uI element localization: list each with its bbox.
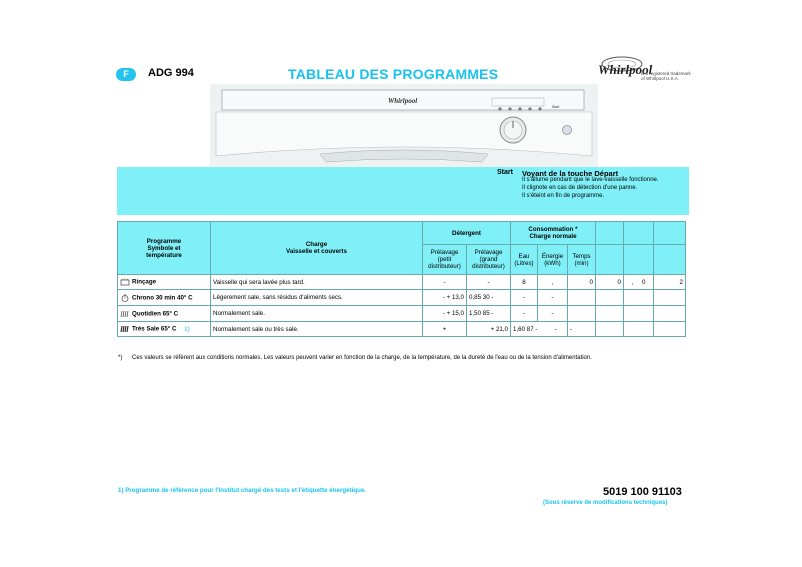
start-key-label: Start xyxy=(497,169,513,176)
reference-note: 1) xyxy=(184,325,190,333)
table-cell xyxy=(596,290,624,306)
language-badge: F xyxy=(116,68,136,81)
table-cell xyxy=(596,306,624,322)
start-button xyxy=(563,126,572,135)
table-cell: 8 xyxy=(511,275,538,290)
table-cell xyxy=(624,322,654,337)
table-cell xyxy=(654,290,686,306)
page-title: TABLEAU DES PROGRAMMES xyxy=(288,66,499,82)
load-description: Normalement sale. xyxy=(211,306,423,322)
chrono-icon xyxy=(120,294,130,302)
table-row xyxy=(118,306,686,322)
header-prewash-large: Prélavage (grand distributeur) xyxy=(467,245,511,275)
model-number: ADG 994 xyxy=(148,67,194,79)
table-cell: 0,85 30 - xyxy=(467,290,511,306)
document-code: 5019 100 91103 xyxy=(603,486,682,498)
footnote-mark: *) xyxy=(118,355,123,361)
start-info-line: Il s'éteint en fin de programme. xyxy=(522,193,605,199)
header-blank xyxy=(596,245,624,275)
table-cell: 1,50 85 - xyxy=(467,306,511,322)
header-detergent: Détergent xyxy=(423,222,511,245)
header-program: Programme Symbole et température xyxy=(118,222,211,275)
table-cell: 1,60 87 - - xyxy=(511,322,568,337)
table-cell: - + 15,0 xyxy=(423,306,467,322)
header-water: Eau (Litres) xyxy=(511,245,538,275)
table-cell: - xyxy=(538,290,568,306)
program-name: Chrono 30 min 40° C xyxy=(132,294,193,302)
program-name: Quotidien 65° C xyxy=(132,310,179,318)
table-cell: + xyxy=(423,322,467,337)
header-time: Temps (min) xyxy=(568,245,596,275)
footnote-text: Ces valeurs se réfèrent aux conditions normales. Les valeurs peuvent varier en fonction de la charge, de la température, de la dureté de l'eau ou de la tension d'alimentation. xyxy=(132,355,592,361)
technical-reserve-note: (Sous réserve de modifications techniques) xyxy=(543,500,668,506)
table-cell: 0 xyxy=(596,275,624,290)
table-cell: 2 xyxy=(654,275,686,290)
daily-icon xyxy=(120,310,130,318)
header-blank xyxy=(624,245,654,275)
table-cell xyxy=(624,290,654,306)
header-energy: Énergie (kWh) xyxy=(538,245,568,275)
table-cell xyxy=(654,322,686,337)
whirlpool-logo xyxy=(596,52,691,88)
header-prewash-small: Prélavage (petit distributeur) xyxy=(423,245,467,275)
table-cell: - xyxy=(423,275,467,290)
program-table xyxy=(117,221,686,337)
brand-name: Whirlpool xyxy=(598,62,653,77)
table-cell xyxy=(568,290,596,306)
table-cell: - xyxy=(511,306,538,322)
reference-program-note: 1) Programme de référence pour l'Institut chargé des tests et l'étiquette énergétique. xyxy=(118,487,367,494)
heavy-icon xyxy=(120,325,130,333)
load-description: Normalement sale ou très sale. xyxy=(211,322,423,337)
header-blank xyxy=(596,222,624,245)
table-cell: , 0 xyxy=(624,275,654,290)
load-description: Vaisselle qui sera lavée plus tard. xyxy=(211,275,423,290)
table-cell: , xyxy=(538,275,568,290)
header-blank xyxy=(654,245,686,275)
table-row xyxy=(118,275,686,290)
start-info-line: Il clignote en cas de détection d'une panne. xyxy=(522,185,638,191)
rinse-icon xyxy=(120,278,130,286)
table-cell xyxy=(568,306,596,322)
program-name: Très Sale 65° C xyxy=(132,325,177,333)
panel-brand: Whirlpool xyxy=(388,97,418,105)
start-info-title: Voyant de la touche Départ xyxy=(522,169,619,178)
table-row xyxy=(118,322,686,337)
table-cell xyxy=(596,322,624,337)
brand-note: is a registered trademark of Whirlpool U.S.A. xyxy=(641,71,691,81)
header-blank xyxy=(654,222,686,245)
dishwasher-illustration xyxy=(210,84,598,168)
header-load: Charge Vaisselle et couverts xyxy=(211,222,423,275)
table-cell: + 21,0 xyxy=(467,322,511,337)
load-description: Légerement sale, sans résidus d'aliments secs. xyxy=(211,290,423,306)
table-cell: - xyxy=(568,322,596,337)
table-cell xyxy=(624,306,654,322)
table-cell: - xyxy=(538,306,568,322)
table-cell xyxy=(654,306,686,322)
table-cell: 0 xyxy=(568,275,596,290)
table-cell: - xyxy=(511,290,538,306)
start-info-line: Il s'allume pendant que le lave-vaisselle fonctionne. xyxy=(522,177,659,183)
program-name: Rinçage xyxy=(132,278,157,286)
header-blank xyxy=(624,222,654,245)
table-row xyxy=(118,290,686,306)
table-cell: - xyxy=(467,275,511,290)
panel-start-label: Start xyxy=(552,105,560,109)
table-cell: - + 13,0 xyxy=(423,290,467,306)
header-consumption: Consommation * Charge normale xyxy=(511,222,596,245)
